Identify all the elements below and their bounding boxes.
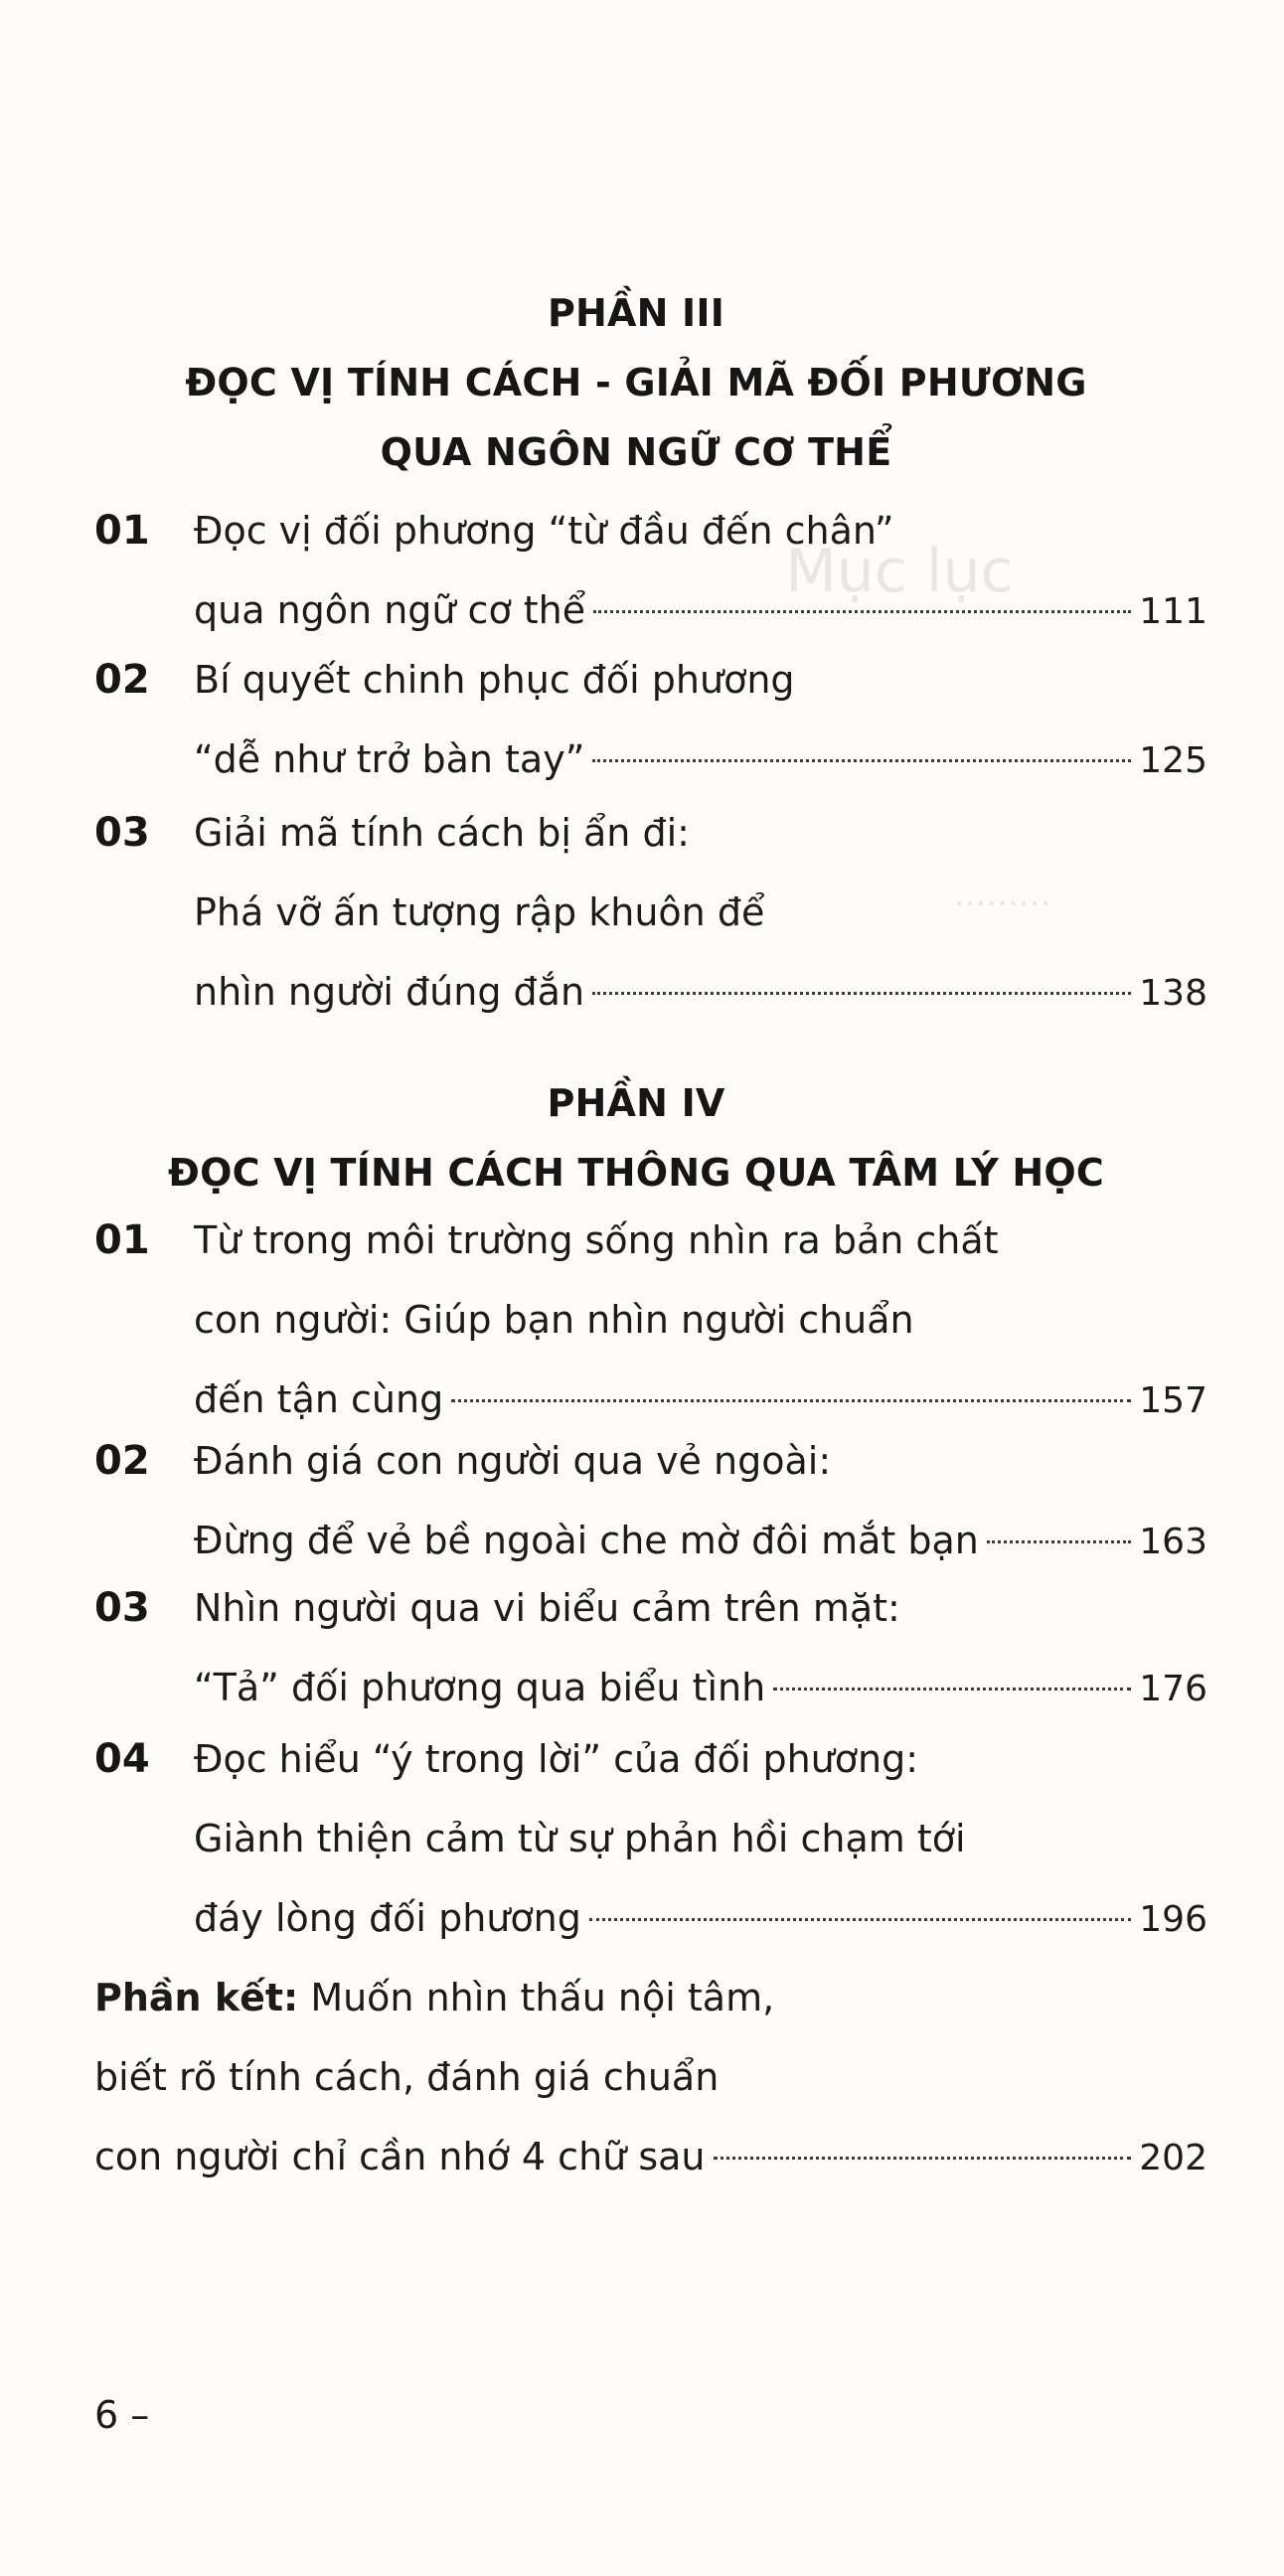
entry-title-line: biết rõ tính cách, đánh giá chuẩn xyxy=(94,2055,720,2099)
part-3-title-line-2: QUA NGÔN NGỮ CƠ THỂ xyxy=(380,430,892,474)
entry-title-line: Giải mã tính cách bị ẩn đi: xyxy=(194,811,690,855)
part-3-heading xyxy=(139,278,1133,487)
entry-title-line: Nhìn người qua vi biểu cảm trên mặt: xyxy=(194,1586,900,1630)
conclusion-label: Phần kết: xyxy=(94,1976,299,2019)
dot-leader xyxy=(592,759,1131,762)
part-4-title: ĐỌC VỊ TÍNH CÁCH THÔNG QUA TÂM LÝ HỌC xyxy=(168,1151,1104,1195)
page-number-footer: 6 – xyxy=(94,2393,150,2437)
entry-page-number: 138 xyxy=(1139,973,1207,1014)
entry-title-line: Từ trong môi trường sống nhìn ra bản chất xyxy=(194,1218,999,1262)
entry-page-number: 196 xyxy=(1139,1899,1207,1940)
entry-title-line: con người: Giúp bạn nhìn người chuẩn xyxy=(194,1298,914,1342)
show-through-text: Mục lục xyxy=(785,537,1014,606)
entry-number: 01 xyxy=(94,508,150,554)
entry-page-number: 202 xyxy=(1139,2138,1207,2178)
dot-leader xyxy=(593,610,1131,613)
entry-title-line: nhìn người đúng đắn xyxy=(194,970,585,1014)
entry-title-line: Đừng để vẻ bề ngoài che mờ đôi mắt bạn xyxy=(194,1519,979,1562)
entry-number: 03 xyxy=(94,1585,150,1631)
entry-title-line: con người chỉ cần nhớ 4 chữ sau xyxy=(94,2135,706,2178)
entry-title-line: đáy lòng đối phương xyxy=(194,1896,581,1940)
entry-title-line: qua ngôn ngữ cơ thể xyxy=(194,588,586,632)
dot-leader xyxy=(987,1540,1131,1543)
entry-title-line: Giành thiện cảm từ sự phản hồi chạm tới xyxy=(194,1817,966,1860)
entry-title-line: Đọc vị đối phương “từ đầu đến chân” xyxy=(194,509,894,553)
entry-number: 01 xyxy=(94,1217,150,1263)
part-4-label: PHẦN IV xyxy=(547,1081,725,1125)
entry-number: 02 xyxy=(94,1438,150,1484)
dot-leader xyxy=(592,992,1131,995)
entry-page-number: 176 xyxy=(1139,1669,1207,1709)
entry-number: 02 xyxy=(94,657,150,703)
dot-leader xyxy=(589,1918,1131,1921)
entry-number: 03 xyxy=(94,810,150,856)
entry-title-line: Phá vỡ ấn tượng rập khuôn để xyxy=(194,890,765,934)
dot-leader xyxy=(773,1688,1131,1690)
toc-conclusion-entry xyxy=(94,1958,1207,2198)
entry-page-number: 111 xyxy=(1139,591,1207,632)
part-3-title-line-1: ĐỌC VỊ TÍNH CÁCH - GIẢI MÃ ĐỐI PHƯƠNG xyxy=(185,361,1087,404)
entry-page-number: 125 xyxy=(1139,740,1207,781)
entry-page-number: 157 xyxy=(1139,1380,1207,1421)
entry-title-line: “dễ như trở bàn tay” xyxy=(194,737,585,781)
entry-title-line: Bí quyết chinh phục đối phương xyxy=(194,658,795,702)
show-through-text: ......... xyxy=(954,875,1051,914)
entry-number: 04 xyxy=(94,1736,150,1782)
part-3-label: PHẦN III xyxy=(547,291,725,335)
entry-title-line: đến tận cùng xyxy=(194,1377,444,1421)
entry-title-line: Đọc hiểu “ý trong lời” của đối phương: xyxy=(194,1737,918,1781)
entry-title-line: Đánh giá con người qua vẻ ngoài: xyxy=(194,1439,832,1483)
entry-page-number: 163 xyxy=(1139,1522,1207,1562)
entry-title-line: “Tả” đối phương qua biểu tình xyxy=(194,1666,766,1709)
part-4-heading xyxy=(139,1068,1133,1208)
entry-title-line: Muốn nhìn thấu nội tâm, xyxy=(298,1976,775,2019)
dot-leader xyxy=(714,2157,1132,2160)
dot-leader xyxy=(451,1399,1131,1402)
